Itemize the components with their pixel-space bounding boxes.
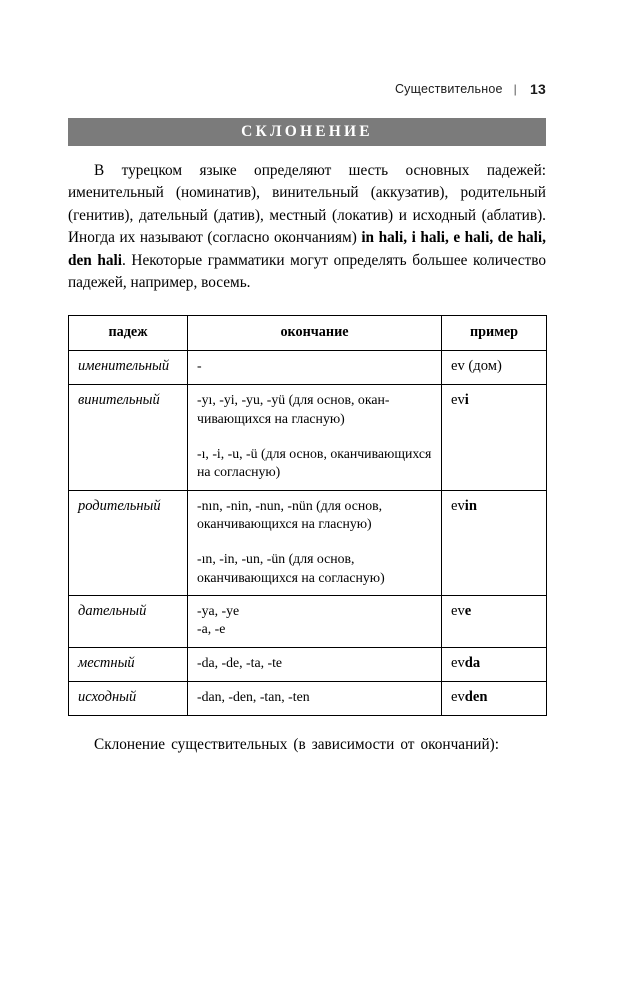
column-header-case: падеж	[69, 315, 188, 350]
column-header-ending: окончание	[188, 315, 442, 350]
example-gloss: (дом)	[464, 357, 502, 374]
cell-case: родительный	[69, 490, 188, 595]
example-stem: ev	[451, 357, 465, 374]
page-number: 13	[530, 81, 546, 97]
table-row	[69, 385, 547, 490]
example-suffix-bold: den	[464, 689, 488, 706]
table-row	[69, 595, 547, 647]
example-suffix-bold: e	[464, 602, 472, 619]
ending-line-1: -da, -de, -ta, -te	[197, 654, 283, 670]
cell-case: винительный	[69, 385, 188, 490]
intro-paragraph	[68, 160, 546, 295]
cell-ending	[188, 385, 442, 490]
ending-line-1: -	[197, 357, 202, 373]
cell-ending	[188, 490, 442, 595]
column-header-example: пример	[442, 315, 547, 350]
example-stem: ev	[451, 689, 465, 706]
cell-ending	[188, 682, 442, 716]
cell-example	[442, 350, 547, 384]
running-head	[68, 80, 546, 98]
ending-line-1: -dan, -den, -tan, -ten	[197, 689, 310, 705]
table-header-row	[69, 315, 547, 350]
running-head-title: Существительное	[394, 82, 503, 96]
cell-example	[442, 385, 547, 490]
cell-example	[442, 682, 547, 716]
ending-line-2: -ı, -i, -u, -ü (для основ, оканчивающихся на согласную)	[197, 445, 432, 480]
cell-case: местный	[69, 647, 188, 681]
ending-line-1: -nın, -nin, -nun, -nün (для основ, оканчивающихся на гласную)	[197, 497, 383, 531]
table-row	[69, 350, 547, 384]
ending-line-2: -ın, -in, -un, -ün (для основ, оканчивающихся на согласную)	[197, 551, 385, 585]
cell-ending	[188, 647, 442, 681]
example-stem: ev	[451, 654, 465, 671]
cell-ending	[188, 350, 442, 384]
table-row	[69, 647, 547, 681]
cell-example	[442, 490, 547, 595]
cell-example	[442, 647, 547, 681]
intro-text-bold: in hali, i hali, e hali, de hali, den hali	[68, 229, 546, 269]
table-row	[69, 490, 547, 595]
intro-text-part2: . Некоторые грамматики могут определять большее количество падежей, например, восемь.	[68, 251, 546, 292]
cell-case: именительный	[69, 350, 188, 384]
page-content	[68, 80, 546, 757]
example-suffix-bold: i	[464, 392, 469, 409]
declension-table	[68, 315, 547, 717]
section-banner-title: СКЛОНЕНИЕ	[241, 123, 373, 140]
example-stem: ev	[451, 392, 465, 409]
cell-case: дательный	[69, 595, 188, 647]
example-stem: ev	[451, 497, 465, 514]
table-row	[69, 682, 547, 716]
ending-line-2: -a, -e	[197, 621, 226, 637]
example-suffix-bold: da	[464, 654, 481, 671]
cell-ending	[188, 595, 442, 647]
intro-text-part1: В турецком языке определяют шесть основных падежей: именительный (номинатив), винительный (аккузатив), родительный (генитив), дательный (датив), местный (локатив) и исходный (аблатив). Иногда их называют (согласно окончаниям)	[68, 162, 546, 247]
cell-example	[442, 595, 547, 647]
example-stem: ev	[451, 602, 465, 619]
cell-case: исходный	[69, 682, 188, 716]
ending-line-1: -yı, -yi, -yu, -yü (для основ, оканчивающихся на гласную)	[197, 392, 390, 426]
example-suffix-bold: in	[464, 497, 477, 514]
section-banner	[68, 118, 546, 146]
closing-paragraph: Склонение существительных (в зависимости от окончаний):	[94, 736, 499, 754]
ending-line-1: -ya, -ye	[197, 602, 240, 618]
running-head-separator: |	[513, 82, 517, 96]
